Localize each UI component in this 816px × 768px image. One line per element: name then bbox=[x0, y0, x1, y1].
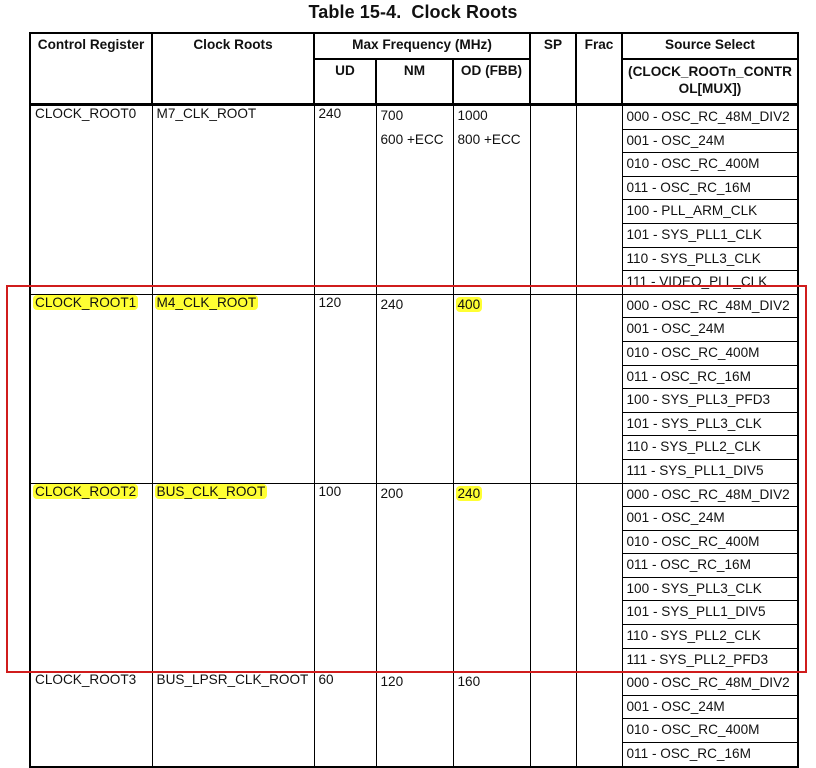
ud-cell bbox=[314, 483, 376, 672]
sp-cell bbox=[530, 483, 576, 672]
od-cell-value: 1000 bbox=[457, 108, 488, 123]
clock-root-cell-text: BUS_LPSR_CLK_ROOT bbox=[156, 672, 309, 688]
control-register-cell bbox=[30, 672, 152, 767]
source-select-option: 001 - OSC_24M bbox=[622, 507, 798, 531]
source-select-option: 011 - OSC_RC_16M bbox=[622, 365, 798, 389]
source-select-option: 101 - SYS_PLL1_DIV5 bbox=[622, 601, 798, 625]
header-source-select: Source Select bbox=[622, 33, 798, 59]
clock-root-cell-text: BUS_CLK_ROOT bbox=[156, 483, 266, 499]
od-cell-value: 160 bbox=[457, 674, 481, 690]
clock-roots-table bbox=[29, 32, 799, 768]
ud-cell-text: 240 bbox=[318, 106, 342, 121]
od-cell bbox=[453, 294, 530, 483]
control-register-cell bbox=[30, 483, 152, 672]
control-register-cell bbox=[30, 294, 152, 483]
table-title: Clock Roots bbox=[411, 2, 518, 22]
source-select-option: 000 - OSC_RC_48M_DIV2 bbox=[622, 294, 798, 318]
table-caption bbox=[0, 2, 816, 23]
source-select-option: 100 - SYS_PLL3_CLK bbox=[622, 577, 798, 601]
od-cell-value: 240 bbox=[457, 485, 481, 501]
header-control-register: Control Register bbox=[30, 33, 152, 105]
header-od: OD (FBB) bbox=[453, 59, 530, 105]
ud-cell-text: 120 bbox=[318, 294, 342, 310]
frac-cell bbox=[576, 672, 622, 767]
source-select-option: 100 - PLL_ARM_CLK bbox=[622, 200, 798, 224]
source-select-option: 011 - OSC_RC_16M bbox=[622, 743, 798, 767]
header-sp: SP bbox=[530, 33, 576, 105]
ud-cell bbox=[314, 672, 376, 767]
od-cell-value: 800 +ECC bbox=[457, 132, 521, 147]
clock-root-cell bbox=[152, 483, 314, 672]
source-select-option: 000 - OSC_RC_48M_DIV2 bbox=[622, 105, 798, 130]
source-select-option: 000 - OSC_RC_48M_DIV2 bbox=[622, 483, 798, 507]
nm-cell-value: 700 bbox=[380, 108, 404, 123]
nm-cell bbox=[376, 294, 453, 483]
table-row bbox=[30, 672, 798, 696]
source-select-option: 011 - OSC_RC_16M bbox=[622, 176, 798, 200]
source-select-option: 110 - SYS_PLL3_CLK bbox=[622, 247, 798, 271]
control-register-cell-text: CLOCK_ROOT1 bbox=[35, 294, 137, 310]
nm-cell-value: 240 bbox=[380, 296, 404, 312]
source-select-option: 100 - SYS_PLL3_PFD3 bbox=[622, 389, 798, 413]
clock-root-cell bbox=[152, 672, 314, 767]
nm-cell bbox=[376, 483, 453, 672]
source-select-option: 001 - OSC_24M bbox=[622, 318, 798, 342]
frac-cell bbox=[576, 483, 622, 672]
source-select-option: 111 - VIDEO_PLL_CLK bbox=[622, 271, 798, 295]
control-register-cell-text: CLOCK_ROOT3 bbox=[35, 672, 137, 688]
control-register-cell bbox=[30, 105, 152, 295]
sp-cell bbox=[530, 294, 576, 483]
sp-cell bbox=[530, 672, 576, 767]
source-select-option: 011 - OSC_RC_16M bbox=[622, 554, 798, 578]
frac-cell bbox=[576, 105, 622, 295]
source-select-option: 101 - SYS_PLL1_CLK bbox=[622, 223, 798, 247]
nm-cell bbox=[376, 672, 453, 767]
header-clock-roots: Clock Roots bbox=[152, 33, 314, 105]
ud-cell-text: 100 bbox=[318, 483, 342, 499]
clock-root-cell bbox=[152, 294, 314, 483]
od-cell bbox=[453, 105, 530, 295]
control-register-cell-text: CLOCK_ROOT2 bbox=[35, 483, 137, 499]
source-select-option: 010 - OSC_RC_400M bbox=[622, 153, 798, 177]
source-select-option: 111 - SYS_PLL1_DIV5 bbox=[622, 459, 798, 483]
table-row bbox=[30, 105, 798, 130]
nm-cell-value: 200 bbox=[380, 485, 404, 501]
nm-cell bbox=[376, 105, 453, 295]
table-row bbox=[30, 294, 798, 318]
source-select-option: 010 - OSC_RC_400M bbox=[622, 530, 798, 554]
clock-root-cell-text: M7_CLK_ROOT bbox=[156, 106, 257, 121]
source-select-option: 001 - OSC_24M bbox=[622, 695, 798, 719]
ud-cell bbox=[314, 294, 376, 483]
source-select-option: 110 - SYS_PLL2_CLK bbox=[622, 625, 798, 649]
source-select-option: 111 - SYS_PLL2_PFD3 bbox=[622, 648, 798, 672]
ud-cell-text: 60 bbox=[318, 672, 334, 688]
header-nm: NM bbox=[376, 59, 453, 105]
header-source-select-sub: (CLOCK_ROOTn_CONTROL[MUX]) bbox=[622, 59, 798, 105]
table-body bbox=[30, 105, 798, 767]
control-register-cell-text: CLOCK_ROOT0 bbox=[35, 106, 137, 121]
ud-cell bbox=[314, 105, 376, 295]
od-cell-value: 400 bbox=[457, 296, 481, 312]
sp-cell bbox=[530, 105, 576, 295]
source-select-option: 010 - OSC_RC_400M bbox=[622, 719, 798, 743]
frac-cell bbox=[576, 294, 622, 483]
source-select-option: 101 - SYS_PLL3_CLK bbox=[622, 412, 798, 436]
nm-cell-value: 120 bbox=[380, 674, 404, 690]
header-ud: UD bbox=[314, 59, 376, 105]
source-select-option: 110 - SYS_PLL2_CLK bbox=[622, 436, 798, 460]
od-cell bbox=[453, 483, 530, 672]
source-select-option: 010 - OSC_RC_400M bbox=[622, 341, 798, 365]
table-header bbox=[30, 33, 798, 105]
table-row bbox=[30, 483, 798, 507]
od-cell bbox=[453, 672, 530, 767]
source-select-option: 000 - OSC_RC_48M_DIV2 bbox=[622, 672, 798, 696]
header-frac: Frac bbox=[576, 33, 622, 105]
table-label: Table 15-4. bbox=[308, 2, 402, 22]
clock-root-cell-text: M4_CLK_ROOT bbox=[156, 294, 257, 310]
nm-cell-value: 600 +ECC bbox=[380, 132, 444, 147]
source-select-option: 001 - OSC_24M bbox=[622, 129, 798, 153]
clock-root-cell bbox=[152, 105, 314, 295]
header-max-frequency: Max Frequency (MHz) bbox=[314, 33, 530, 59]
